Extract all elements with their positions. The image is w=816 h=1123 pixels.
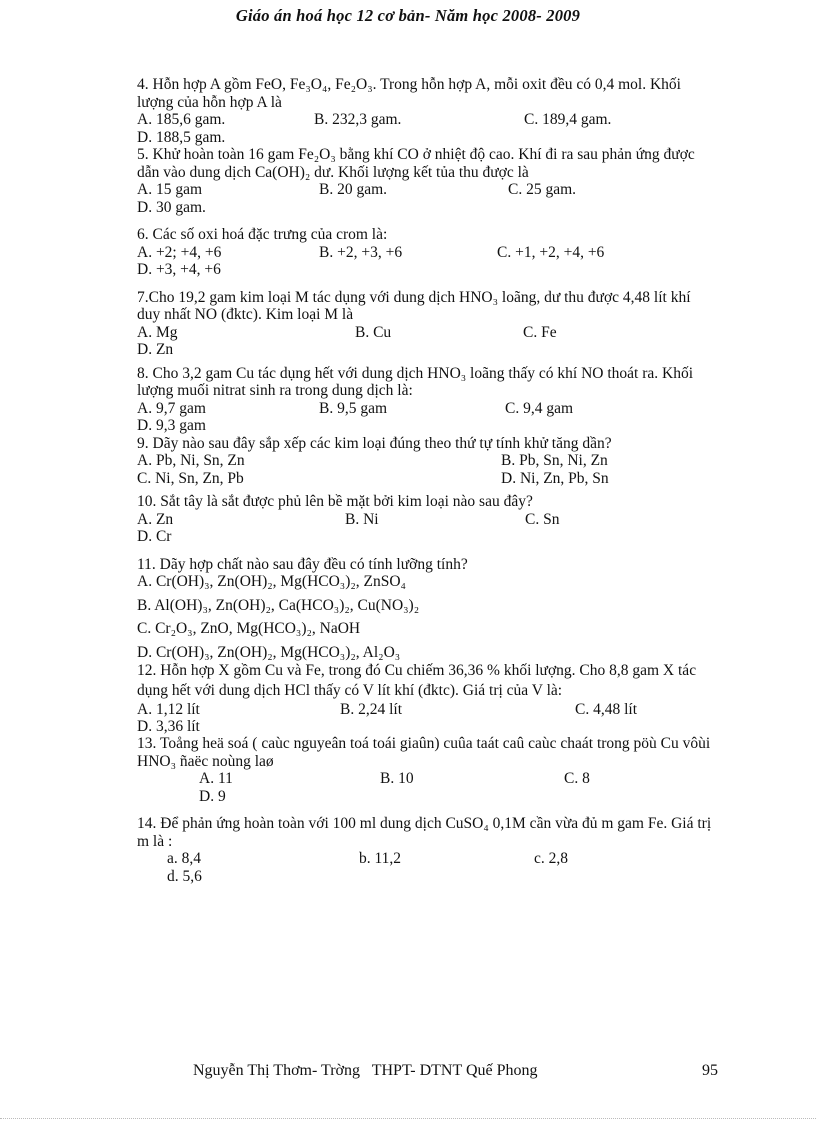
page-footer [193, 1062, 718, 1080]
question-13 [137, 735, 717, 805]
question-6-option-d: D. +3, +4, +6 [137, 261, 221, 278]
question-12-stem: 12. Hỗn hợp X gồm Cu và Fe, trong đó Cu chiếm 36,36 % khối lượng. Cho 8,8 gam X tác dụng hết với dung dịch HCl thấy có V lít khí (đktc). Giá trị của V là: [137, 662, 697, 699]
question-5-option-d: D. 30 gam. [137, 198, 206, 216]
question-9-stem: 9. Dãy nào sau đây sắp xếp các kim loại đúng theo thứ tự tính khử tăng dần? [137, 434, 612, 452]
question-4-option-c: C. 189,4 gam. [524, 111, 612, 128]
question-7-option-d: D. Zn [137, 341, 174, 358]
question-11 [137, 556, 717, 662]
question-14-option-a: a. 8,4 [167, 850, 202, 867]
question-11-option-b: B. Al(OH)₃, Zn(OH)₂, Ca(HCO₃)₂, Cu(NO₃)₂ [137, 596, 420, 614]
question-6 [137, 226, 717, 279]
question-9-options-row1 [137, 452, 717, 470]
question-4-option-b: B. 232,3 gam. [314, 111, 402, 128]
question-7-option-c: C. Fe [523, 323, 557, 341]
question-4-option-d: D. 188,5 gam. [137, 128, 226, 146]
question-7-options-row1 [137, 324, 717, 342]
question-7 [137, 289, 717, 359]
question-5-stem: 5. Khử hoàn toàn 16 gam Fe₂O₃ bằng khí CO ở nhiệt độ cao. Khí đi ra sau phản ứng được dẫn vào dung dịch Ca(OH)₂ dư. Khối lượng kết tủa thu được là [137, 146, 695, 181]
page-number: 95 [702, 1062, 718, 1079]
question-4-stem: 4. Hỗn hợp A gồm FeO, Fe₃O₄, Fe₂O₃. Trong hỗn hợp A, mỗi oxit đều có 0,4 mol. Khối lượng của hỗn hợp A là [137, 76, 681, 111]
question-7-option-a: A. Mg [137, 323, 178, 341]
question-11-option-d: D. Cr(OH)₃, Zn(OH)₂, Mg(HCO₃)₂, Al₂O₃ [137, 643, 401, 661]
question-7-stem: 7.Cho 19,2 gam kim loại M tác dụng với dung dịch HNO₃ loãng, dư thu được 4,48 lít khí duy nhất NO (đktc). Kim loại M là [137, 288, 691, 323]
footer-author: Nguyễn Thị Thơm- Trờng THPT- DTNT Quế Phong [193, 1062, 538, 1079]
question-10-option-a: A. Zn [137, 510, 174, 528]
question-10 [137, 493, 717, 546]
question-9-option-d: D. Ni, Zn, Pb, Sn [501, 469, 609, 487]
question-13-options-row1 [137, 770, 717, 788]
question-11-option-a: A. Cr(OH)₃, Zn(OH)₂, Mg(HCO₃)₂, ZnSO₄ [137, 573, 406, 590]
question-4-option-a: A. 185,6 gam. [137, 111, 226, 128]
question-8 [137, 365, 717, 435]
question-13-option-d: D. 9 [199, 787, 226, 805]
question-4 [137, 76, 717, 146]
page-header: Giáo án hoá học 12 cơ bản- Năm học 2008- 2009 [235, 6, 581, 25]
question-13-stem: 13. Toång heä soá ( caùc nguyeân toá toái giaûn) cuûa taát caû caùc chaát trong pöù Cu vôùi HNO₃ ñaëc noùng laø [137, 735, 711, 770]
question-14-option-d: d. 5,6 [167, 867, 202, 885]
question-14-option-c: c. 2,8 [534, 850, 569, 867]
question-list [137, 76, 717, 885]
question-5-option-a: A. 15 gam [137, 181, 203, 198]
question-14 [137, 815, 717, 885]
question-14-stem: 14. Để phản ứng hoàn toàn với 100 ml dung dịch CuSO₄ 0,1M cần vừa đủ m gam Fe. Giá trị m là : [137, 815, 712, 850]
bottom-divider [0, 1118, 816, 1119]
question-6-options-row1 [137, 244, 717, 262]
question-6-option-b: B. +2, +3, +6 [319, 243, 403, 261]
question-8-stem: 8. Cho 3,2 gam Cu tác dụng hết với dung dịch HNO₃ loãng thấy có khí NO thoát ra. Khối lượng muối nitrat sinh ra trong dung dịch là: [137, 364, 694, 399]
question-11-stem: 11. Dãy hợp chất nào sau đây đều có tính lưỡng tính? [137, 555, 468, 573]
question-12 [137, 661, 717, 735]
question-6-option-c: C. +1, +2, +4, +6 [497, 243, 605, 261]
question-5-option-b: B. 20 gam. [319, 181, 388, 198]
question-8-option-d: D. 9,3 gam [137, 417, 206, 434]
question-12-option-b: B. 2,24 lít [340, 701, 403, 718]
question-5 [137, 146, 717, 216]
question-10-stem: 10. Sắt tây là sắt được phủ lên bề mặt bởi kim loại nào sau đây? [137, 493, 533, 510]
question-9-option-a: A. Pb, Ni, Sn, Zn [137, 452, 245, 469]
question-8-option-a: A. 9,7 gam [137, 399, 206, 417]
question-8-option-c: C. 9,4 gam [505, 399, 574, 417]
question-8-options-row1 [137, 400, 717, 418]
question-13-option-b: B. 10 [380, 770, 414, 787]
question-5-option-c: C. 25 gam. [508, 181, 577, 198]
question-14-option-b: b. 11,2 [359, 850, 402, 867]
question-9 [137, 435, 717, 488]
question-14-options-row1 [137, 850, 717, 868]
question-6-option-a: A. +2; +4, +6 [137, 243, 222, 261]
question-4-options-row1 [137, 111, 717, 129]
question-12-option-c: C. 4,48 lít [575, 701, 638, 718]
question-10-option-d: D. Cr [137, 528, 172, 545]
question-5-options-row1 [137, 181, 717, 199]
question-9-option-b: B. Pb, Sn, Ni, Zn [501, 452, 608, 469]
question-13-option-a: A. 11 [199, 770, 233, 787]
question-10-options-row1 [137, 511, 717, 529]
question-11-option-c: C. Cr₂O₃, ZnO, Mg(HCO₃)₂, NaOH [137, 620, 361, 637]
question-12-options-row1 [137, 701, 717, 718]
question-13-option-c: C. 8 [564, 770, 590, 787]
question-8-option-b: B. 9,5 gam [319, 399, 388, 417]
question-7-option-b: B. Cu [355, 323, 392, 341]
question-10-option-c: C. Sn [525, 510, 560, 528]
question-6-stem: 6. Các số oxi hoá đặc trưng của crom là: [137, 226, 388, 243]
question-9-options-row2 [137, 470, 717, 488]
question-9-option-c: C. Ni, Sn, Zn, Pb [137, 469, 244, 487]
question-10-option-b: B. Ni [345, 510, 379, 528]
question-12-option-d: D. 3,36 lít [137, 718, 200, 735]
question-12-option-a: A. 1,12 lít [137, 701, 200, 718]
